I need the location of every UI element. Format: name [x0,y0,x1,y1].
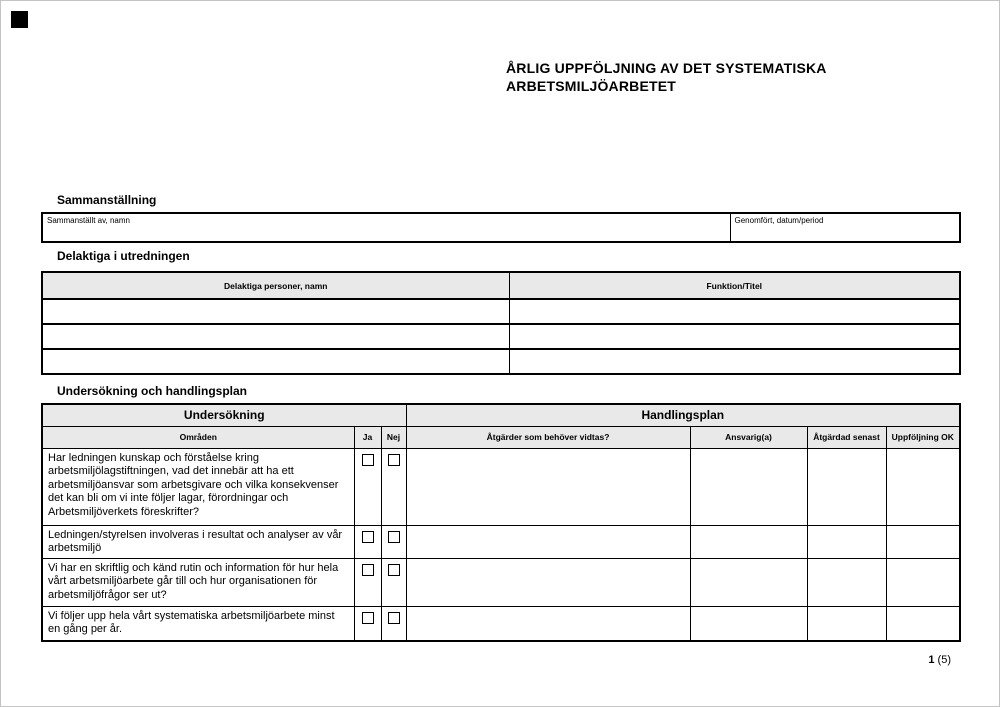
participant-name-cell[interactable] [42,324,509,349]
survey-row [42,525,960,558]
col-header-ja: Ja [354,426,381,448]
ansvarig-cell[interactable] [690,448,807,525]
survey-row [42,606,960,641]
page-number [861,654,951,666]
uppfoljning-ok-cell[interactable] [886,606,960,641]
question-text: Vi har en skriftlig och känd rutin och information för hur hela vårt arbetsmiljöarbete går till och hur organisationen för arbetsmiljöfrågor ser ut? [42,558,354,606]
participants-row [42,324,960,349]
atgarder-cell[interactable] [406,558,690,606]
question-text: Ledningen/styrelsen involveras i resultat och analyser av vår arbetsmiljö [42,525,354,558]
summary-heading: Sammanställning [57,193,157,207]
question-text: Har ledningen kunskap och förståelse kring arbetsmiljölagstiftningen, vad det innebär att ha ett arbetsmiljöansvar som arbetsgivare och vilka konsekvenser det kan bli om vi inte följer lagar, förordningar och Arbetsmiljöverkets föreskrifter? [42,448,354,525]
summary-name-label: Sammanställt av, namn [47,216,130,225]
col-header-atgardad-senast: Åtgärdad senast [807,426,886,448]
ansvarig-cell[interactable] [690,525,807,558]
uppfoljning-ok-cell[interactable] [886,448,960,525]
participant-title-cell[interactable] [509,349,960,374]
document-title [506,59,926,95]
survey-row [42,448,960,525]
participant-title-cell[interactable] [509,324,960,349]
uppfoljning-ok-cell[interactable] [886,558,960,606]
atgarder-cell[interactable] [406,525,690,558]
survey-row [42,558,960,606]
col-header-ansvarig: Ansvarig(a) [690,426,807,448]
question-text: Vi följer upp hela vårt systematiska arbetsmiljöarbete minst en gång per år. [42,606,354,641]
document-title-line2: ARBETSMILJÖARBETET [506,78,677,94]
atgardad-senast-cell[interactable] [807,606,886,641]
group-header-handlingsplan: Handlingsplan [406,404,960,426]
page-number-current: 1 [928,654,935,666]
participant-name-cell[interactable] [42,349,509,374]
col-header-nej: Nej [381,426,406,448]
atgardad-senast-cell[interactable] [807,558,886,606]
col-header-uppfoljning-ok: Uppföljning OK [886,426,960,448]
nej-checkbox[interactable] [388,531,400,543]
participants-col-title: Funktion/Titel [509,272,960,299]
survey-heading: Undersökning och handlingsplan [57,384,248,398]
summary-name-field[interactable] [42,213,730,242]
col-header-omraden: Områden [42,426,354,448]
survey-table [41,403,961,642]
ja-checkbox[interactable] [362,454,374,466]
participants-col-name: Delaktiga personer, namn [42,272,509,299]
group-header-undersokning: Undersökning [42,404,406,426]
participant-title-cell[interactable] [509,299,960,324]
participant-name-cell[interactable] [42,299,509,324]
atgarder-cell[interactable] [406,606,690,641]
atgardad-senast-cell[interactable] [807,448,886,525]
ansvarig-cell[interactable] [690,606,807,641]
ansvarig-cell[interactable] [690,558,807,606]
document-title-line1: ÅRLIG UPPFÖLJNING AV DET SYSTEMATISKA [506,60,827,76]
ja-checkbox[interactable] [362,564,374,576]
summary-table [41,212,961,243]
summary-date-field[interactable] [730,213,960,242]
ja-checkbox[interactable] [362,531,374,543]
summary-date-label: Genomfört, datum/period [734,216,824,225]
col-header-atgarder: Åtgärder som behöver vidtas? [406,426,690,448]
atgarder-cell[interactable] [406,448,690,525]
participants-heading: Delaktiga i utredningen [57,249,190,263]
atgardad-senast-cell[interactable] [807,525,886,558]
uppfoljning-ok-cell[interactable] [886,525,960,558]
page-number-total: (5) [937,654,951,666]
participants-row [42,349,960,374]
nej-checkbox[interactable] [388,454,400,466]
ja-checkbox[interactable] [362,612,374,624]
participants-table [41,271,961,375]
logo-placeholder-square [11,11,28,28]
nej-checkbox[interactable] [388,564,400,576]
nej-checkbox[interactable] [388,612,400,624]
participants-row [42,299,960,324]
